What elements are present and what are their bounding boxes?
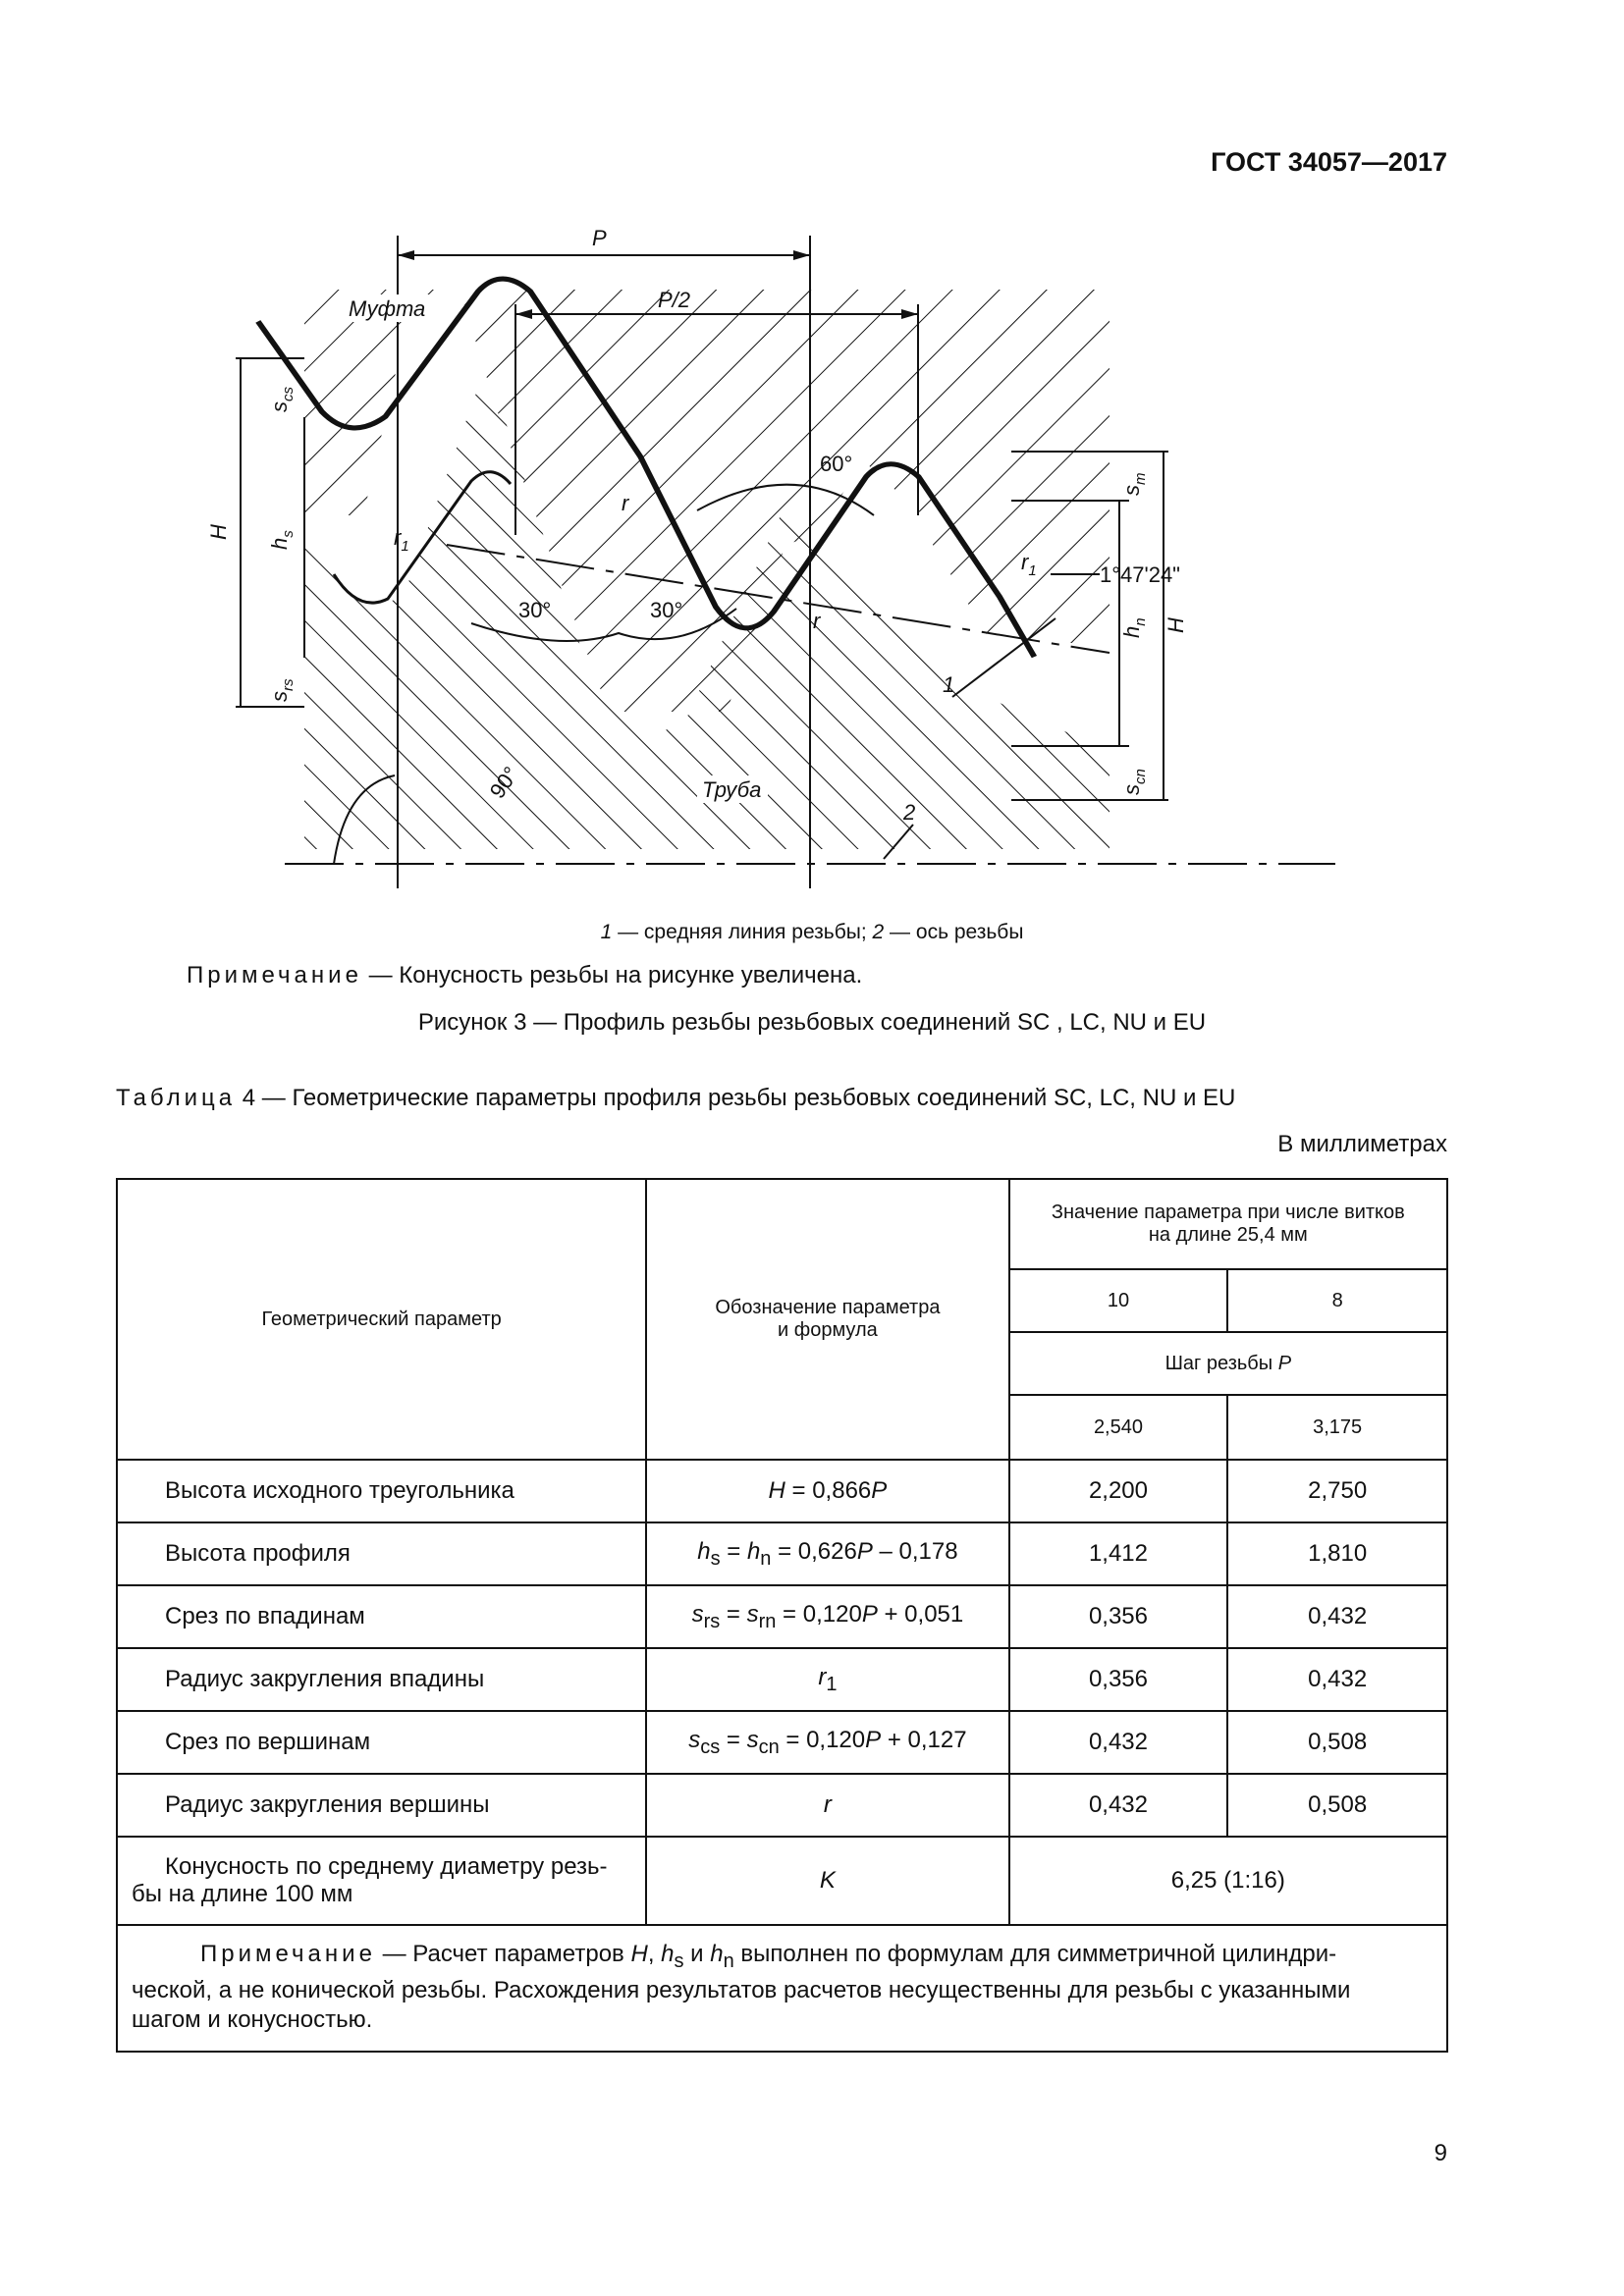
header-value: Значение параметра при числе витков на длине 25,4 мм <box>1009 1179 1447 1269</box>
thread-profile-figure <box>206 221 1355 908</box>
page-number: 9 <box>1434 2140 1447 2166</box>
sm-label: $s_m$ <box>1119 472 1149 496</box>
figure-note: Примечание — Конусность резьбы на рисунке увеличена. <box>187 962 863 988</box>
header-turns-8: 8 <box>1227 1269 1447 1332</box>
radius-bottom-label: r <box>813 609 821 633</box>
h-label-right: H <box>1164 617 1188 633</box>
row-value: 6,25 (1:16) <box>1009 1837 1447 1925</box>
callout-1: 1 <box>943 672 955 697</box>
hs-label: $h_s$ <box>267 530 297 550</box>
row-parameter: Высота исходного треугольника <box>117 1460 646 1522</box>
row-value-10: 0,432 <box>1009 1774 1228 1837</box>
row-formula: $s_{rs} = s_{rn} = 0,120P + 0,051$ <box>646 1585 1008 1648</box>
row-parameter: Срез по вершинам <box>117 1711 646 1774</box>
row-value-10: 0,356 <box>1009 1648 1228 1711</box>
header-designation: Обозначение параметра и формула <box>646 1179 1008 1460</box>
row-value-10: 0,432 <box>1009 1711 1228 1774</box>
row-value-8: 2,750 <box>1227 1460 1447 1522</box>
radius-top-label: r <box>622 491 629 515</box>
table-row <box>117 1522 1447 1585</box>
figure-caption: Рисунок 3 — Профиль резьбы резьбовых соединений SC , LC, NU и EU <box>417 1009 1207 1036</box>
row-value-10: 0,356 <box>1009 1585 1228 1648</box>
pitch-label: P <box>592 226 607 250</box>
row-formula: H = 0,866P <box>646 1460 1008 1522</box>
row-formula: K <box>646 1837 1008 1925</box>
header-parameter: Геометрический параметр <box>117 1179 646 1460</box>
row-parameter: Конусность по среднему диаметру резь- бы на длине 100 мм <box>117 1837 646 1925</box>
r1-right-label: $r_1$ <box>1021 550 1037 579</box>
table-row <box>117 1837 1447 1925</box>
hn-label: $h_n$ <box>1119 617 1149 638</box>
coupling-label: Муфта <box>349 296 426 321</box>
row-formula: $s_{cs} = s_{cn} = 0,120P + 0,127$ <box>646 1711 1008 1774</box>
table-row <box>117 1711 1447 1774</box>
angle-90-label: 90° <box>484 762 524 803</box>
table-unit: В миллиметрах <box>1277 1131 1447 1157</box>
note-label: Примечание <box>187 962 362 988</box>
row-value-8: 0,432 <box>1227 1648 1447 1711</box>
standard-number: ГОСТ 34057—2017 <box>1211 147 1447 177</box>
table-row <box>117 1585 1447 1648</box>
row-formula: r <box>646 1774 1008 1837</box>
row-value-8: 0,508 <box>1227 1774 1447 1837</box>
h-label-left: H <box>206 524 231 540</box>
row-value-10: 1,412 <box>1009 1522 1228 1585</box>
thread-profile-drawing <box>206 221 1355 908</box>
header-turns-10: 10 <box>1009 1269 1228 1332</box>
row-parameter: Высота профиля <box>117 1522 646 1585</box>
row-parameter: Срез по впадинам <box>117 1585 646 1648</box>
r1-left-label: $r_1$ <box>394 525 409 555</box>
half-pitch-label: P/2 <box>658 288 691 312</box>
srs-label: $s_{rs}$ <box>267 678 297 702</box>
scs-label: $s_{cs}$ <box>267 387 297 412</box>
pipe-label: Труба <box>702 777 762 802</box>
row-value-8: 0,508 <box>1227 1711 1447 1774</box>
parameters-table <box>116 1178 1448 2053</box>
table-header-row <box>117 1179 1447 1269</box>
header-pitch: Шаг резьбы P <box>1009 1332 1447 1395</box>
table-row <box>117 1648 1447 1711</box>
taper-angle-label: 1°47'24" <box>1100 562 1180 587</box>
table-note-row <box>117 1925 1447 2052</box>
row-formula: $h_s = h_n = 0,626P - 0,178$ <box>646 1522 1008 1585</box>
scn-label: $s_{cn}$ <box>1119 769 1149 795</box>
arrow-head <box>398 250 414 260</box>
row-parameter: Радиус закругления вершины <box>117 1774 646 1837</box>
table-note: Примечание — Расчет параметров H, $h_s$ и $h_n$ выполнен по формулам для симметричной цилиндри- ческой, а не конической резьбы. Расхождения результатов расчетов несущественны для резьбы с указанными шагом и конусностью. <box>117 1925 1447 2052</box>
arrow-head <box>793 250 810 260</box>
figure-legend: 1 — средняя линия резьбы; 2 — ось резьбы <box>600 921 1024 943</box>
row-value-8: 0,432 <box>1227 1585 1447 1648</box>
row-value-10: 2,200 <box>1009 1460 1228 1522</box>
header-pitch-10: 2,540 <box>1009 1395 1228 1460</box>
angle-60-label: 60° <box>820 452 853 476</box>
row-value-8: 1,810 <box>1227 1522 1447 1585</box>
angle-30-right-label: 30° <box>650 598 683 622</box>
callout-2: 2 <box>903 800 916 825</box>
angle-30-left-label: 30° <box>518 598 552 622</box>
row-parameter: Радиус закругления впадины <box>117 1648 646 1711</box>
row-formula: $r_1$ <box>646 1648 1008 1711</box>
header-pitch-8: 3,175 <box>1227 1395 1447 1460</box>
table-row <box>117 1774 1447 1837</box>
table-row <box>117 1460 1447 1522</box>
table-title: Таблица 4 — Геометрические параметры профиля резьбы резьбовых соединений SC, LC, NU и EU <box>116 1085 1236 1111</box>
